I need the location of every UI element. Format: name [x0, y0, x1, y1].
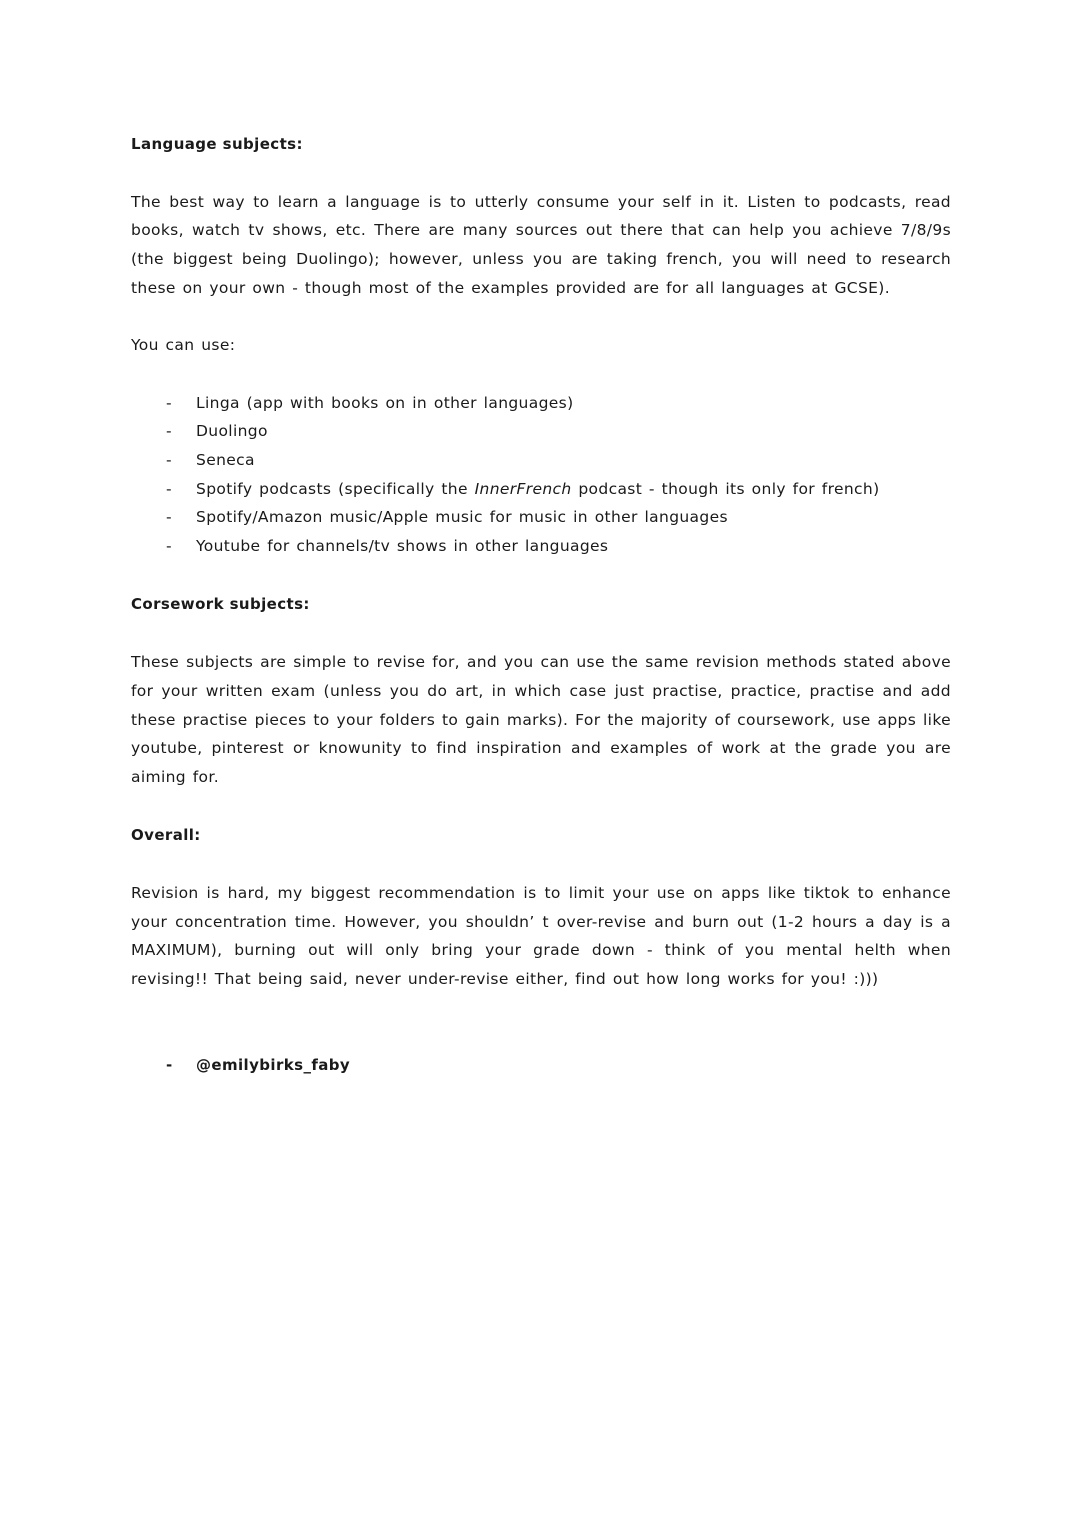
innerfrench-italic: InnerFrench: [474, 479, 572, 498]
list-item-text: Seneca: [196, 450, 255, 469]
dash-bullet: -: [166, 450, 172, 469]
author-handle: @emilybirks_faby: [196, 1056, 351, 1075]
you-can-use-label: You can use:: [131, 336, 236, 355]
dash-bullet: -: [166, 422, 172, 441]
overall-paragraph: Revision is hard, my biggest recommendation is to limit your use on apps like tiktok to enhance your concentration time. However, you shouldn’ t over-revise and burn out (1-2 hours a day is a MAXIMUM), burning out will only bring your grade down - think of you mental helth when revising!! That being said, never under-revise either, find out how long works for you! :))): [131, 884, 951, 989]
dash-bullet: -: [166, 479, 172, 498]
language-subjects-heading: Language subjects:: [131, 135, 303, 153]
list-item-text-after: podcast - though its only for french): [571, 479, 880, 498]
list-item: [131, 446, 951, 475]
list-item: [131, 417, 951, 446]
document-page: [131, 129, 951, 1080]
dash-bullet: -: [166, 537, 172, 556]
language-intro-paragraph: The best way to learn a language is to utterly consume your self in it. Listen to podcasts, read books, watch tv shows, etc. There are many sources out there that can help you achieve 7/8/9s (the biggest being Duolingo); however, unless you are taking french, you will need to research these on your own - though most of the examples provided are for all languages at GCSE).: [131, 192, 951, 297]
list-item: [131, 503, 951, 532]
list-item: [131, 389, 951, 418]
author-signature: [131, 1051, 951, 1080]
coursework-paragraph: These subjects are simple to revise for, and you can use the same revision methods stated above for your written exam (unless you do art, in which case just practise, practice, practise and add these practise pieces to your folders to gain marks). For the majority of coursework, use apps like youtube, pinterest or knowunity to find inspiration and examples of work at the grade you are aiming for.: [131, 653, 951, 786]
dash-bullet: -: [166, 1056, 173, 1075]
list-item-text-before: Spotify podcasts (specifically the: [196, 479, 475, 498]
dash-bullet: -: [166, 508, 172, 527]
list-item-text: Spotify/Amazon music/Apple music for music in other languages: [196, 508, 728, 527]
list-item: [131, 532, 951, 561]
list-item-text: Linga (app with books on in other languages): [196, 393, 574, 412]
list-item-text: Duolingo: [196, 422, 268, 441]
list-item: [131, 475, 951, 504]
overall-heading: Overall:: [131, 826, 201, 845]
language-resources-list: [131, 389, 951, 561]
coursework-subjects-heading: Corsework subjects:: [131, 595, 310, 614]
list-item-text: Youtube for channels/tv shows in other languages: [196, 537, 609, 556]
dash-bullet: -: [166, 393, 172, 412]
